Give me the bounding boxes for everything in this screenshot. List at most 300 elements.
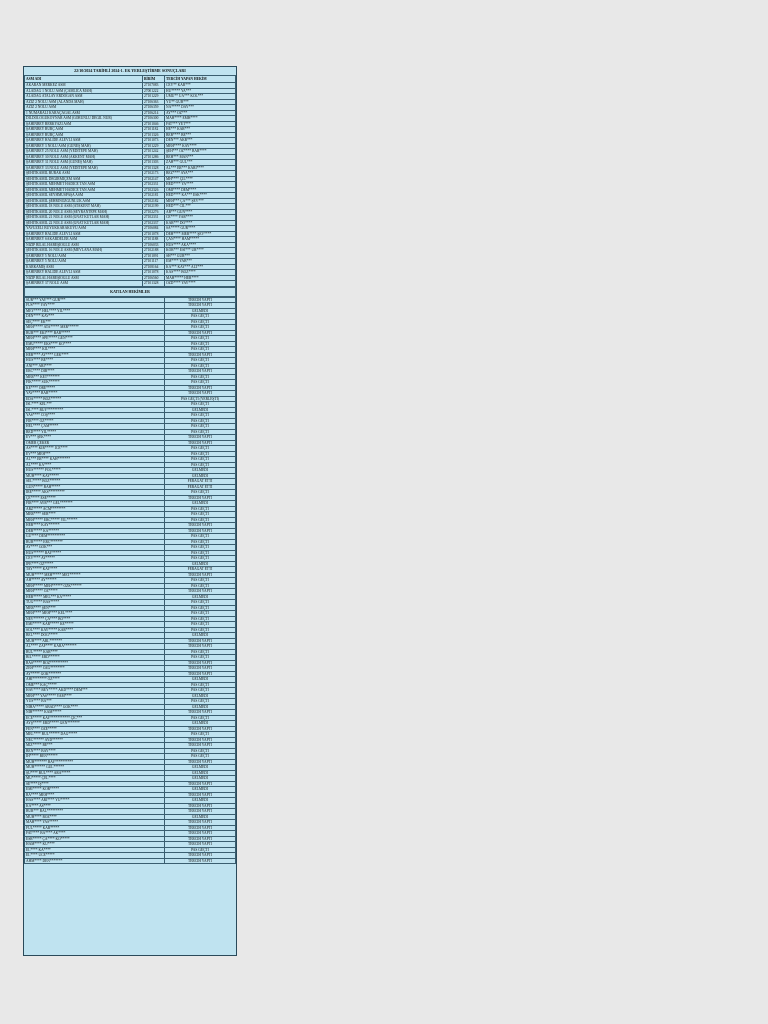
participant-name-cell: MEY**** HEL**** YIL****	[25, 308, 165, 314]
unit-code-cell: 27106214	[143, 110, 165, 116]
doctor-cell: HED*** CİL***	[165, 204, 236, 210]
doctor-cell: MAH**** EMH****	[165, 116, 236, 122]
unit-code-cell: 27102331	[143, 215, 165, 221]
doctor-cell: AB*** GÜN****	[165, 209, 236, 215]
participant-name-cell: ŞÜ**** BUL**** ARA*****	[25, 770, 165, 776]
participant-status-cell: PAS GEÇTİ	[165, 413, 236, 419]
doctor-cell: MAH***** HER****	[165, 275, 236, 281]
unit-code-cell: 27101326	[143, 132, 165, 138]
participant-status-cell: TERCİH YAPTI	[165, 523, 236, 529]
participant-status-cell: PAS GEÇTİ	[165, 512, 236, 518]
participant-status-cell: TERCİH YAPTI	[165, 726, 236, 732]
participant-name-cell: EL**** KA****	[25, 847, 165, 853]
asm-name-cell: ŞEHİTKAMİL MEHMET HADİCE TAN ASM	[25, 182, 143, 188]
participant-name-cell: MUH**** KAY*****	[25, 473, 165, 479]
doctor-cell: UMU** UA*** KOL***	[165, 94, 236, 100]
participant-name-cell: AH***** AY******	[25, 578, 165, 584]
unit-code-cell: 27106300	[143, 116, 165, 122]
participant-status-cell: GELMEDİ	[165, 677, 236, 683]
asm-name-cell: ŞEHİTKAMİL 18 NOLU ASM (ATAKENT MAH)	[25, 204, 143, 210]
unit-code-cell: 27101328	[143, 281, 165, 287]
asm-name-cell: ŞAHİNBEY 30 NOLU ASM (AKKENT MAH)	[25, 154, 143, 160]
participant-status-cell: TERCİH YAPTI	[165, 759, 236, 765]
participant-status-cell: PAS GEÇTİ	[165, 627, 236, 633]
participant-name-cell: HEB**** AY**** GEK****	[25, 352, 165, 358]
participant-status-cell: GELMEDİ	[165, 308, 236, 314]
participant-name-cell: TAY***** KAY****	[25, 567, 165, 573]
unit-code-cell: 27106560	[143, 275, 165, 281]
participant-status-cell: PAS GEÇTİ	[165, 506, 236, 512]
participant-name-cell: MU***** ÇEL****	[25, 776, 165, 782]
participant-status-cell: TERCİH YAPTI	[165, 710, 236, 716]
participant-name-cell: HAS**** ARİ**** YU*****	[25, 798, 165, 804]
participant-name-cell: ÇE***** ESE*****	[25, 495, 165, 501]
participant-name-cell: KA**** AS****	[25, 803, 165, 809]
participant-name-cell: MAH**** YAS*****	[25, 820, 165, 826]
participant-status-cell: PAS GEÇTİ	[165, 380, 236, 386]
asm-name-cell: NİZİP BİLAL HABEŞİOĞLU ASM	[25, 242, 143, 248]
asm-name-cell: ŞAHİNBEY HALİDE ALEVLİ ASM	[25, 231, 143, 237]
doctor-cell: DEH**** MER**** ŞEV****	[165, 231, 236, 237]
doctor-cell: HED**** KA*** ESK****	[165, 193, 236, 199]
column-header-doctor: TERCİH YAPAN HEKİM	[165, 76, 236, 83]
participant-status-cell: PAS GEÇTİ	[165, 462, 236, 468]
participant-name-cell: MUH***** MEH***** MET******	[25, 572, 165, 578]
unit-code-cell: 27101073	[143, 138, 165, 144]
asm-name-cell: 1 NUMARALI KARAÇAĞAL ASM	[25, 110, 143, 116]
participant-status-cell: PAS GEÇTİ	[165, 605, 236, 611]
participant-status-cell: GELMEDİ	[165, 468, 236, 474]
doctor-cell: FAT*** YET***	[165, 121, 236, 127]
asm-name-cell: AZİZ 2 NOLU ASM	[25, 105, 143, 111]
participant-name-cell: TUĞ***** BAS*****	[25, 600, 165, 606]
participant-status-cell: FERAGAT ETTİ	[165, 479, 236, 485]
participant-name-cell: AYŞ***** ERD***** GEN*******	[25, 721, 165, 727]
unit-code-cell: 27101078	[143, 231, 165, 237]
participant-name-cell: HAV**** BEY***** AKD**** DEM***	[25, 688, 165, 694]
participant-name-cell: BİL***** ERD******	[25, 655, 165, 661]
doctor-cell: KAR*** DO****	[165, 220, 236, 226]
asm-name-cell: ŞAHİNBEY HALİDE ALEVLİ ASM	[25, 270, 143, 276]
participant-name-cell: ANI*** ARİ****	[25, 363, 165, 369]
participant-name-cell: YAV**** BAR*****	[25, 391, 165, 397]
asm-name-cell: ŞAHİNBEY 31 NOLU ASM (GÜNEŞ MAH)	[25, 160, 143, 166]
participant-status-cell: PAS GEÇTİ	[165, 534, 236, 540]
table-row	[25, 281, 236, 287]
doctor-cell: MEH**** KAY****	[165, 143, 236, 149]
participant-status-cell: GELMEDİ	[165, 473, 236, 479]
participant-name-cell: İSL**** BUY*********	[25, 407, 165, 413]
participant-name-cell: ERC**** DİR****	[25, 369, 165, 375]
participant-status-cell: GELMEDİ	[165, 798, 236, 804]
participant-status-cell: TERCİH YAPTI	[165, 743, 236, 749]
participant-name-cell: ÖMER ÇEKER	[25, 440, 165, 446]
section-title: KATILAN HEKİMLER	[24, 287, 236, 297]
participant-status-cell: PAS GEÇTİ	[165, 732, 236, 738]
unit-code-cell: 27108164	[143, 264, 165, 270]
asm-name-cell: NİZİP BİLAL HABEŞİOĞLU ASM	[25, 275, 143, 281]
placement-table	[24, 75, 236, 287]
participant-name-cell: NEC****** AYD******	[25, 737, 165, 743]
participant-name-cell: HÜS****** POL*****	[25, 468, 165, 474]
unit-code-cell: 27101229	[143, 94, 165, 100]
participant-name-cell: AY***** GÖK*******	[25, 671, 165, 677]
participant-name-cell: BEL**** DOĞ*****	[25, 633, 165, 639]
participant-status-cell: TERCİH YAPTI	[165, 297, 236, 303]
participant-name-cell: EL**** UCE*****	[25, 853, 165, 859]
participant-status-cell: PAS GEÇTİ	[165, 699, 236, 705]
participant-name-cell: DEB***** KA******	[25, 528, 165, 534]
participant-name-cell: BÜL***** KAR****	[25, 649, 165, 655]
participant-status-cell: TERCİH YAPTI	[165, 391, 236, 397]
participant-status-cell: GELMEDİ	[165, 561, 236, 567]
participant-status-cell: TERCİH YAPTI	[165, 440, 236, 446]
placement-header-row	[25, 76, 236, 83]
participant-status-cell: TERCİH YAPTI	[165, 352, 236, 358]
participant-name-cell: MEH***** ÖZ*****	[25, 589, 165, 595]
participant-name-cell: GÜ**** DEM**********	[25, 534, 165, 540]
participant-name-cell: SEÇ**** EK***	[25, 319, 165, 325]
participant-name-cell: MUH******* BAY**********	[25, 759, 165, 765]
doctor-cell: AY*** ÖZ***	[165, 110, 236, 116]
participant-name-cell: HAM**** KU****	[25, 842, 165, 848]
asm-name-cell: ŞAHİNBEY BURÇ ASM	[25, 127, 143, 133]
participant-status-cell: FERAGAT ETTİ	[165, 484, 236, 490]
participant-status-cell: PAS GEÇTİ (YERLEŞTİ)	[165, 396, 236, 402]
participant-name-cell: MEH***** MEH****** ÖZK******	[25, 583, 165, 589]
participant-name-cell: ARZ***** ACM********	[25, 506, 165, 512]
participant-name-cell: BUR*** BAL*********	[25, 809, 165, 815]
participant-status-cell: TERCİH YAPTI	[165, 803, 236, 809]
participant-name-cell: MER**** ŞEN****	[25, 605, 165, 611]
column-header-asm: ASM ADI	[25, 76, 143, 83]
participant-status-cell: PAS GEÇTİ	[165, 424, 236, 430]
participant-name-cell: AHM**** DEN*******	[25, 858, 165, 864]
participant-status-cell: GELMEDİ	[165, 814, 236, 820]
doctor-cell: YU** GUB***	[165, 99, 236, 105]
participant-status-cell: GELMEDİ	[165, 594, 236, 600]
unit-code-cell: 27102276	[143, 209, 165, 215]
asm-name-cell: KARKAMIŞ ASM	[25, 264, 143, 270]
participant-name-cell: MER*** KET*******	[25, 374, 165, 380]
participant-name-cell: NİH****** KAM*****	[25, 710, 165, 716]
unit-code-cell: 27107083	[143, 83, 165, 89]
participant-name-cell: BUR***** ERC*******	[25, 539, 165, 545]
asm-name-cell: ŞEHİTKAMİL 20 NOLU ASM (SEYRANTEPE MAH)	[25, 209, 143, 215]
participant-status-cell: PAS GEÇTİ	[165, 611, 236, 617]
participant-name-cell: MEL**** BUL****** DAĞ*****	[25, 732, 165, 738]
participant-name-cell: AS**** KIR***** ICE****	[25, 446, 165, 452]
doctor-cell: KA*** KAY*** ALT***	[165, 264, 236, 270]
participant-status-cell: TERCİH YAPTI	[165, 842, 236, 848]
participant-status-cell: GELMEDİ	[165, 776, 236, 782]
participant-name-cell: MER**** SER****	[25, 512, 165, 518]
participant-status-cell: PAS GEÇTİ	[165, 715, 236, 721]
participant-status-cell: GELMEDİ	[165, 787, 236, 793]
participant-status-cell: TERCİH YAPTI	[165, 435, 236, 441]
document-title: 22/10/2024 TARİHLİ 2024-1. EK YERLEŞTİRME SONUÇLARI	[74, 68, 186, 73]
doctor-cell: SA***** GÜR****	[165, 226, 236, 232]
participant-name-cell: AL**** KA****	[25, 462, 165, 468]
participant-name-cell: MUH**** ARL*******	[25, 638, 165, 644]
doctor-cell: CEY** KAR***	[165, 83, 236, 89]
doctor-cell: DEN*** AKB***	[165, 138, 236, 144]
participant-status-cell: PAS GEÇTİ	[165, 374, 236, 380]
asm-name-cell: DİLDÖLOĞUKOYNAR ASM (GÖRÜNLÜ DEĞİL NUR)	[25, 116, 143, 122]
unit-code-cell: 27101286	[143, 154, 165, 160]
asm-name-cell: ŞEHİTKAMİL DEĞİRMİÇEM ASM	[25, 176, 143, 182]
participant-name-cell: ECE***** KAY*********** ÇİC***	[25, 715, 165, 721]
participant-status-cell: PAS GEÇTİ	[165, 578, 236, 584]
doctor-cell: ŞEH*** ÖZ**** BAR****	[165, 149, 236, 155]
participant-status-cell: PAS GEÇTİ	[165, 429, 236, 435]
unit-code-cell: 27101117	[143, 259, 165, 265]
unit-code-cell: 27102199	[143, 204, 165, 210]
participant-status-cell: TERCİH YAPTI	[165, 644, 236, 650]
participant-status-cell: TERCİH YAPTI	[165, 836, 236, 842]
asm-name-cell: ŞEHİTKAMİL 21 NOLU ASM (GNAT KUTLAR MAH)	[25, 215, 143, 221]
participant-status-cell: PAS GEÇTİ	[165, 517, 236, 523]
unit-code-cell: 27102173	[143, 171, 165, 177]
doctor-cell: CE**** YAR****	[165, 215, 236, 221]
asm-name-cell: ŞAHİNBEY 5 NOLU ASM	[25, 253, 143, 259]
asm-name-cell: ŞAHİNBEY 25 NOLU ASM (YEDİTEPE MAH)	[25, 149, 143, 155]
participant-status-cell: TERCİH YAPTI	[165, 528, 236, 534]
unit-code-cell: 27101078	[143, 270, 165, 276]
participant-status-cell: FERAGAT ETTİ	[165, 567, 236, 573]
participant-name-cell: FAT**** BA**** AK****	[25, 831, 165, 837]
participant-status-cell: GELMEDİ	[165, 770, 236, 776]
participant-status-cell: PAS GEÇTİ	[165, 347, 236, 353]
participant-name-cell: EMİ***** KAR***** KE*****	[25, 622, 165, 628]
doctor-cell: ÖZD**** YAY****	[165, 281, 236, 287]
unit-code-cell: 27001222	[143, 88, 165, 94]
participant-status-cell: TERCİH YAPTI	[165, 330, 236, 336]
participant-name-cell: NİHA***** ABAD**** GÖK****	[25, 704, 165, 710]
participant-name-cell: EMİ***** KOR*****	[25, 787, 165, 793]
unit-code-cell: 27102337	[143, 220, 165, 226]
unit-code-cell: 27102331	[143, 182, 165, 188]
participant-name-cell: CEV**** AY*****	[25, 556, 165, 562]
participant-name-cell: MUH**** BOZ****	[25, 814, 165, 820]
asm-name-cell: ŞEHİTKAMİL 16 NOLU ASM (MEVLANA MAH)	[25, 248, 143, 254]
participant-name-cell: ZEH***** ÖZG********	[25, 666, 165, 672]
participant-name-cell: YUS**** BA***	[25, 699, 165, 705]
participant-status-cell: PAS GEÇTİ	[165, 325, 236, 331]
participant-status-cell: TERCİH YAPTI	[165, 781, 236, 787]
participant-status-cell: PAS GEÇTİ	[165, 748, 236, 754]
participant-status-cell: GELMEDİ	[165, 721, 236, 727]
doctor-cell: BEB**** BE***	[165, 132, 236, 138]
asm-name-cell: ŞAHİNBEY SAKARDELER ASM	[25, 237, 143, 243]
asm-name-cell: ŞEHİTKAMİL ŞEHRİNÖZGÜNLÜK ASM	[25, 198, 143, 204]
participant-status-cell: PAS GEÇTİ	[165, 550, 236, 556]
participant-name-cell: BEN**** BAY****	[25, 748, 165, 754]
participant-status-cell: TERCİH YAPTI	[165, 809, 236, 815]
unit-code-cell: 27106363	[143, 99, 165, 105]
unit-code-cell: 27101046	[143, 121, 165, 127]
results-document	[23, 66, 237, 956]
participant-status-cell: PAS GEÇTİ	[165, 616, 236, 622]
participant-status-cell: PAS GEÇTİ	[165, 446, 236, 452]
asm-name-cell: AZİZ 2 NOLU ASM (ALANDA MAH)	[25, 99, 143, 105]
participant-name-cell: GÜN***** BAH*****	[25, 484, 165, 490]
asm-name-cell: ŞAHİNBEY BERKYAZI ASM	[25, 121, 143, 127]
participant-status-cell: TERCİH YAPTI	[165, 831, 236, 837]
doctor-cell: HED**** YA****	[165, 182, 236, 188]
participant-status-cell: PAS GEÇTİ	[165, 556, 236, 562]
participant-name-cell: MEH***** ERC***** YIL******	[25, 517, 165, 523]
participant-name-cell: BUR*** EKİ**** BAR*****	[25, 330, 165, 336]
participant-status-cell: GELMEDİ	[165, 501, 236, 507]
participant-name-cell: FIR**** ÖZ*****	[25, 418, 165, 424]
participant-name-cell: SEL***** BOZ******	[25, 479, 165, 485]
asm-name-cell: AKARAN MERKEZ ASM	[25, 83, 143, 89]
unit-code-cell: 27101229	[143, 143, 165, 149]
unit-code-cell: 27102188	[143, 248, 165, 254]
doctor-cell: BEH*** MAN***	[165, 154, 236, 160]
participant-status-cell: PAS GEÇTİ	[165, 622, 236, 628]
participant-status-cell: PAS GEÇTİ	[165, 358, 236, 364]
participant-name-cell: MEH**** KIL****	[25, 347, 165, 353]
participant-status-cell: TERCİH YAPTI	[165, 820, 236, 826]
participant-status-cell: TERCİH YAPTI	[165, 853, 236, 859]
participant-name-cell: KE**** ORE*****	[25, 385, 165, 391]
participant-name-cell: FİR**** AYR*** GEL*******	[25, 501, 165, 507]
participant-name-cell: DEN**** KAV***	[25, 314, 165, 320]
asm-name-cell: ŞEHİTKAMİL MEHMET HADİCE TAN ASM	[25, 187, 143, 193]
participant-name-cell: SOL**** KAY***** KAR****	[25, 627, 165, 633]
unit-code-cell: 27101091	[143, 253, 165, 259]
participant-status-cell: PAS GEÇTİ	[165, 402, 236, 408]
participant-status-cell: TERCİH YAPTI	[165, 572, 236, 578]
unit-code-cell: 27102147	[143, 176, 165, 182]
participant-name-cell: HEL**** ÇAM*****	[25, 424, 165, 430]
unit-code-cell: 27101188	[143, 237, 165, 243]
participant-status-cell: TERCİH YAPTI	[165, 792, 236, 798]
participant-status-cell: TERCİH YAPTI	[165, 303, 236, 309]
doctor-cell: ÖMİ**** DEM****	[165, 187, 236, 193]
doctor-cell: KAS**** BOZ****	[165, 270, 236, 276]
doctor-cell: MH**** ÇİL****	[165, 176, 236, 182]
asm-name-cell: ŞAHİNBEY 37 NOLU ASM	[25, 281, 143, 287]
asm-name-cell: ŞAHİNBEY 3 NOLU ASM (GÜNEŞ MAH)	[25, 143, 143, 149]
participant-name-cell: HÜS**** BE****	[25, 358, 165, 364]
participant-status-cell: PAS GEÇTİ	[165, 545, 236, 551]
participant-name-cell: MEH**** SPE***** GEN****	[25, 336, 165, 342]
asm-name-cell: YAVUZELİ BUYUKKARAKUYU ASM	[25, 226, 143, 232]
doctor-cell: HÜ***** YA***	[165, 88, 236, 94]
participant-name-cell: AL*** ER**** KAH*******	[25, 457, 165, 463]
participant-name-cell: İPE**** ÖZ*****	[25, 561, 165, 567]
participant-name-cell: İH***** BEN******	[25, 754, 165, 760]
asm-name-cell: ALADAĞ ATALAY ERDOĞAN ASM	[25, 94, 143, 100]
participant-status-cell: TERCİH YAPTI	[165, 660, 236, 666]
doctor-cell: HÜS**** AKA****	[165, 242, 236, 248]
participant-status-cell: PAS GEÇTİ	[165, 847, 236, 853]
participant-status-cell: PAS GEÇTİ	[165, 682, 236, 688]
participant-status-cell: PAS GEÇTİ	[165, 754, 236, 760]
participant-name-cell: BAS***** BOZ**********	[25, 660, 165, 666]
participant-name-cell: BA**** MEH****	[25, 792, 165, 798]
participant-name-cell: BED**** YIL*****	[25, 429, 165, 435]
participant-name-cell: FÜS**** YAY****	[25, 303, 165, 309]
participant-status-cell: TERCİH YAPTI	[165, 666, 236, 672]
participant-name-cell: ÖME*** KAÇ*****	[25, 682, 165, 688]
participant-status-cell: PAS GEÇTİ	[165, 336, 236, 342]
asm-name-cell: ŞEHİTKAMİL SEYHMUSPAŞA ASM	[25, 193, 143, 199]
unit-code-cell: 27102326	[143, 187, 165, 193]
participant-name-cell: MEH**** MEH**** KEL****	[25, 611, 165, 617]
participant-status-cell: PAS GEÇTİ	[165, 649, 236, 655]
participant-status-cell: TERCİH YAPTI	[165, 737, 236, 743]
participant-name-cell: SÜR*** YAY*** GÜR***	[25, 297, 165, 303]
unit-code-cell: 27101182	[143, 127, 165, 133]
participant-status-cell: TERCİH YAPTI	[165, 589, 236, 595]
participant-name-cell: AL**** ZAF**** KARA*******	[25, 644, 165, 650]
participant-name-cell: MUH****** GÜL******	[25, 765, 165, 771]
doctor-cell: ÇAN**** HAM*****	[165, 237, 236, 243]
participant-status-cell: PAS GEÇTİ	[165, 688, 236, 694]
doctor-cell: BEZ**** AYA***	[165, 171, 236, 177]
participant-name-cell: FUL***** KAR*****	[25, 825, 165, 831]
unit-code-cell: 27101328	[143, 165, 165, 171]
participant-status-cell: TERCİH YAPTI	[165, 638, 236, 644]
participant-status-cell: TERCİH YAPTI	[165, 385, 236, 391]
participant-name-cell: AHİ******** ÖZ****	[25, 677, 165, 683]
participant-name-cell: İSL**** KEL***	[25, 402, 165, 408]
participant-status-cell: PAS GEÇTİ	[165, 418, 236, 424]
doctor-cell: NA***** DAY***	[165, 105, 236, 111]
participant-name-cell: FEN**** ÖZE*****	[25, 726, 165, 732]
participant-status-cell: PAS GEÇTİ	[165, 363, 236, 369]
participant-name-cell: MEH***** ATA***** MER******	[25, 325, 165, 331]
unit-code-cell: 27102181	[143, 193, 165, 199]
participant-status-cell: PAS GEÇTİ	[165, 600, 236, 606]
participant-status-cell: GELMEDİ	[165, 407, 236, 413]
participant-name-cell: NEV****** ÇA**** BO****	[25, 616, 165, 622]
doctor-cell: EM**** YAB***	[165, 259, 236, 265]
unit-code-cell: 27101242	[143, 149, 165, 155]
asm-name-cell: ŞEHİTKAMİL BURAK ASM	[25, 171, 143, 177]
participant-status-cell: PAS GEÇTİ	[165, 451, 236, 457]
column-header-unit: BİRİM	[143, 76, 165, 83]
participant-status-cell: PAS GEÇTİ	[165, 341, 236, 347]
participant-status-cell: PAS GEÇTİ	[165, 583, 236, 589]
doctor-cell: AL*** ER*** KARI****	[165, 165, 236, 171]
unit-code-cell: 27106033	[143, 242, 165, 248]
doctor-cell: ZAH*** GÜL***	[165, 160, 236, 166]
participant-status-cell: PAS GEÇTİ	[165, 319, 236, 325]
participant-name-cell: İRE***** AKS*********	[25, 490, 165, 496]
participant-status-cell: GELMEDİ	[165, 704, 236, 710]
participant-name-cell: HÜS****** BAY*****	[25, 550, 165, 556]
asm-name-cell: ALADAĞ 1 NOLU ASM (ÇAMLICA MAH)	[25, 88, 143, 94]
participants-table	[24, 297, 236, 865]
participant-status-cell: PAS GEÇTİ	[165, 490, 236, 496]
participant-status-cell: PAS GEÇTİ	[165, 314, 236, 320]
participant-status-cell: GELMEDİ	[165, 633, 236, 639]
doctor-cell: SH*** GÜR***	[165, 253, 236, 259]
participant-name-cell: SE**** İŞ****	[25, 781, 165, 787]
participant-status-cell: TERCİH YAPTI	[165, 671, 236, 677]
participant-name-cell: EMÜ***** EKS**** KO****	[25, 341, 165, 347]
asm-name-cell: ŞAHİNBEY 33 NOLU ASM (YEDİTEPE MAH)	[25, 165, 143, 171]
participant-status-cell: TERCİH YAPTI	[165, 858, 236, 864]
participant-status-cell: TERCİH YAPTI	[165, 825, 236, 831]
asm-name-cell: ŞAHİNBEY 5 NOLU ASM	[25, 259, 143, 265]
asm-name-cell: ŞEHİTKAMİL 22 NOLU ASM (GNAT KUTLAR MAH)	[25, 220, 143, 226]
